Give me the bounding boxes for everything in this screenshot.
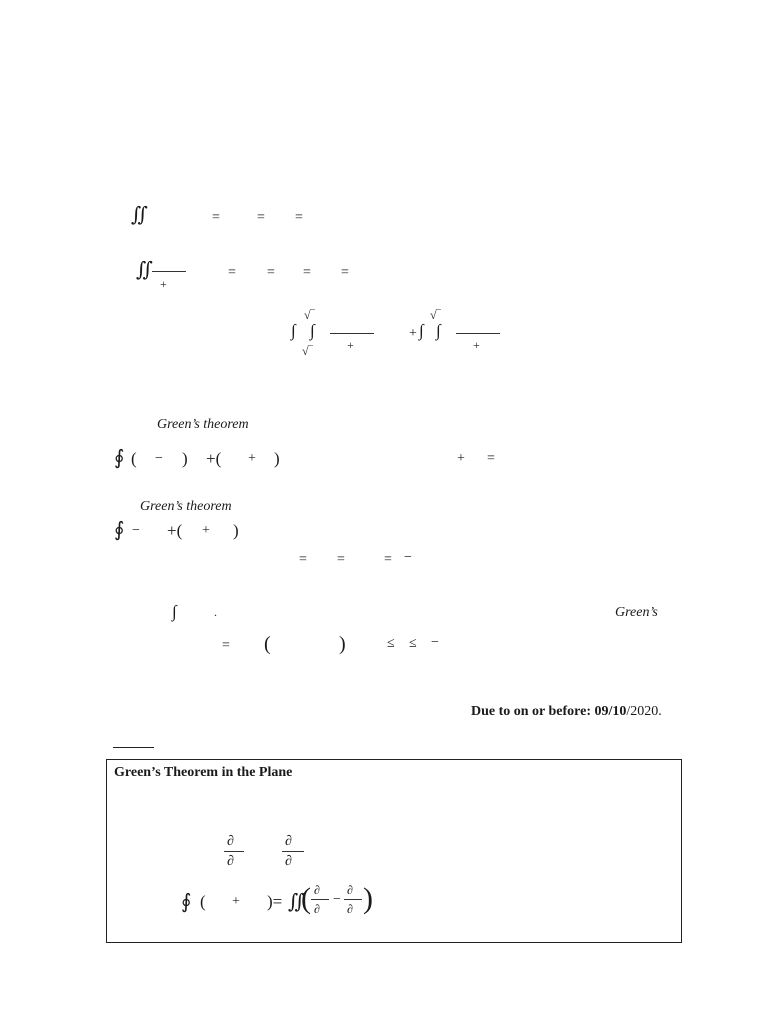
minus-sign: − (404, 550, 412, 565)
partial-symbol: ∂ (347, 883, 353, 897)
fraction-bar (152, 271, 186, 272)
equals-sign: = (303, 265, 311, 280)
partial-symbol: ∂ (314, 902, 320, 916)
less-equal-sign: ≤ (409, 636, 417, 651)
plus-sign: + (232, 894, 240, 909)
minus-sign: − (132, 523, 140, 538)
partial-symbol: ∂ (285, 834, 292, 849)
equals-sign: = (384, 552, 392, 567)
partial-symbol: ∂ (227, 834, 234, 849)
double-integral-symbol: ∬ (288, 891, 306, 913)
paren-close-equals: )= (267, 892, 283, 911)
fraction-bar (330, 333, 374, 334)
greens-theorem-label: Green’s theorem (140, 499, 232, 514)
equals-sign: = (299, 552, 307, 567)
partial-symbol: ∂ (347, 902, 353, 916)
minus-sign: − (333, 892, 341, 907)
paren-close: ) (182, 449, 188, 468)
partial-symbol: ∂ (314, 883, 320, 897)
paren-close: ) (339, 633, 346, 655)
minus-sign: − (155, 451, 163, 466)
equals-sign: = (267, 265, 275, 280)
plus-paren: +( (167, 521, 183, 540)
plus-sign: + (160, 277, 167, 291)
plus-sign: + (202, 523, 210, 538)
fraction-bar (282, 851, 304, 852)
greens-theorem-label: Green’s theorem (157, 417, 249, 432)
sqrt-upper-limit: √‾ (304, 308, 315, 322)
fraction-bar (456, 333, 500, 334)
plus-sign: + (473, 338, 480, 352)
equals-sign: = (228, 265, 236, 280)
plus-paren: +( (206, 449, 222, 468)
contour-integral-symbol: ∮ (114, 519, 125, 541)
paren-open: ( (131, 449, 137, 468)
sqrt-upper-limit: √‾ (430, 308, 441, 322)
paren-close: ) (274, 449, 280, 468)
contour-integral-symbol: ∮ (114, 447, 125, 469)
paren-open: ( (200, 892, 206, 911)
paren-close: ) (233, 521, 239, 540)
plus-sign: + (409, 326, 417, 341)
integral-symbol: ∫ (436, 321, 441, 340)
integral-symbol: ∫ (172, 602, 177, 621)
integral-symbol: ∫ (310, 321, 315, 340)
due-year: /2020. (626, 704, 662, 719)
fraction-bar (344, 899, 362, 900)
less-equal-sign: ≤ (387, 636, 395, 651)
big-paren-open: ( (301, 882, 311, 915)
paren-open: ( (264, 633, 271, 655)
equals-sign: = (341, 265, 349, 280)
minus-sign: − (431, 635, 439, 650)
integral-symbol: ∫ (291, 321, 296, 340)
greens-theorem-box (106, 759, 682, 943)
double-integral-symbol: ∬ (131, 204, 149, 226)
due-prefix: Due to on or before: (471, 704, 595, 719)
equals-sign: = (257, 210, 265, 225)
partial-symbol: ∂ (227, 854, 234, 869)
equals-sign: = (337, 552, 345, 567)
sqrt-lower-limit: √‾ (302, 344, 313, 358)
double-integral-symbol: ∬ (136, 259, 154, 281)
big-paren-close: ) (363, 882, 373, 915)
contour-integral-symbol: ∮ (181, 891, 192, 913)
plus-sign: + (457, 451, 465, 466)
partial-symbol: ∂ (285, 854, 292, 869)
equals-sign: = (487, 451, 495, 466)
box-title: Green’s Theorem in the Plane (114, 765, 293, 780)
equals-sign: = (295, 210, 303, 225)
dot: . (214, 605, 217, 619)
plus-sign: + (347, 338, 354, 352)
equals-sign: = (222, 638, 230, 653)
integral-symbol: ∫ (419, 321, 424, 340)
plus-sign: + (248, 451, 256, 466)
fraction-bar (311, 899, 329, 900)
fraction-bar (224, 851, 244, 852)
equals-sign: = (212, 210, 220, 225)
greens-label: Green’s (615, 605, 658, 620)
due-date-line (471, 704, 662, 720)
due-day-month: 09/10 (594, 704, 627, 719)
short-rule (113, 747, 154, 748)
